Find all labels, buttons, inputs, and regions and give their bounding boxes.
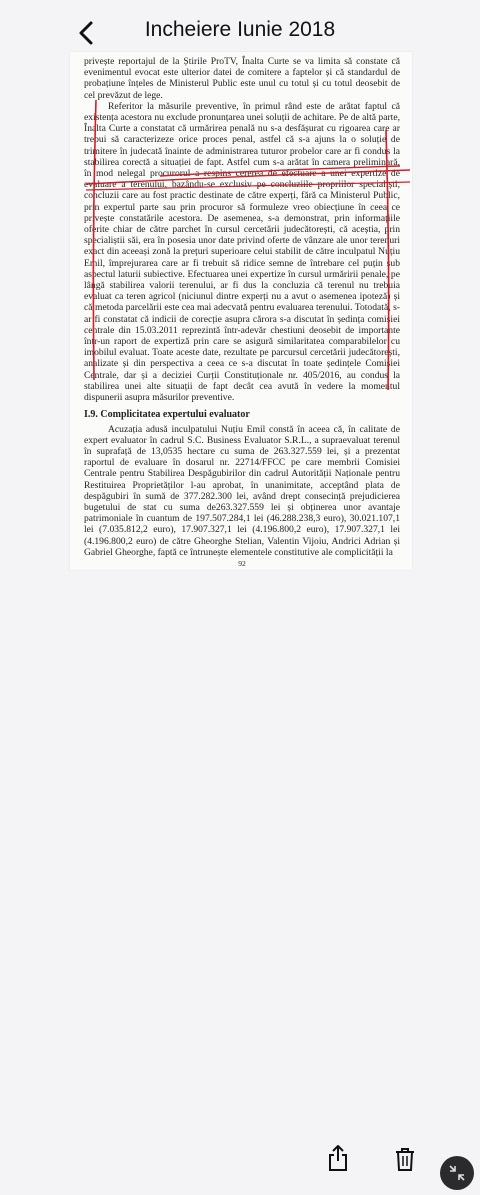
page-number: 92: [238, 558, 246, 568]
annotation-bracket-right: [386, 130, 389, 390]
collapse-button[interactable]: [440, 1156, 474, 1190]
share-icon[interactable]: [326, 1144, 350, 1172]
toolbar: [0, 574, 480, 600]
paragraph: Referitor la măsurile preventive, în primul rând este de arătat faptul că existența acestora nu exclude pronunțarea unei soluții de achitare. Pe de altă parte, Înalta Curte a constatat că urmărirea penală nu s-a desfășurat cu rigoarea care ar trebui să caracterizeze orice proces penal, astfel că s-a ajuns la o soluție de trimitere în judecată înainte de administrarea tuturor probelor care ar fi condus la stabilirea corectă a situației de fapt. Astfel cum s-a arătat în camera preliminară, în mod nelegal procurorul a respins cererea de efectuare a unei expertize de evaluare a terenului, bazându-se exclusiv pe concluziile propriilor specialiști, concluzii care au fost practic destinate de către experți, fără ca Ministerul Public, prin expertul parte sau prin procuror să formuleze vreo obiecțiune în ceea ce privește constatările acestora. De asemenea, s-a demonstrat, prin informațiile oferite chiar de către parchet în cursul cercetării judecătorești, că aceștia, prin specialiștii săi, era în posesia unor date privind oferte de vânzare ale unor terenuri exact din aceeași zonă la prețuri superioare celui stabilit de către inculpatul Nuțiu Emil, împrejurarea care ar fi trebuit să ridice semne de întrebare cel puțin sub aspectul laturii subiective. Efectuarea unei expertize în cursul urmăririi penale, pe lângă stabilirea valorii terenului, ar fi dus la concluzia că terenul nu trebuia evaluat ca teren agricol (niciunul dintre experți nu a avut o asemenea ipoteză) și că metoda parcelării este cea mai adecvată pentru evaluarea terenului. Totodată, s-ar fi constatat că indicii de corecție asupra cărora s-a discutat în ședința comisiei centrale din 15.03.2011 reprezintă într-adevăr chestiuni deosebit de importante într-un raport de expertiză prin care se asigură similaritatea comparabilelor cu imobilul evaluat. Toate aceste date, rezultate pe parcursul cercetării judecătorești, analizate și din perspectiva a ceea ce s-a discutat în toate ședințele Comisiei Centrale, dar și a deciziei Curții Constituționale nr. 405/2016, au condus la stabilirea unei alte situații de fapt decât cea avută în vedere la momentul dispunerii asupra măsurilor preventive.: [84, 100, 400, 404]
annotation-underline: [86, 182, 410, 190]
collapse-arrows-icon: [440, 1156, 474, 1190]
paragraph: Acuzația adusă inculpatului Nuțiu Emil constă în aceea că, în calitate de expert evaluator în cadrul S.C. Business Evaluator S.R.L., a supraevaluat terenul în suprafață de 13,0535 hectare cu suma de 263.327.559 lei, și a prezentat raportul de evaluare în dosarul nr. 22714/FFCC pe care membrii Comisiei Centrale pentru Stabilirea Despăgubirilor din cadrul Autorității Naționale pentru Restituirea Proprietăților l-au aprobat, în unanimitate, acceptând plata de despăgubiri în sumă de 377.282.300 lei, având drept consecință prejudicierea bugetului de stat cu suma de263.327.559 lei și obținerea unor avantaje patrimoniale în cuantum de 197.507.284,1 lei (46.288.238,3 euro), 30.021.107,1 lei (7.035.812,2 euro), 17.907.327,1 lei (4.196.800,2 euro), 17.907.327,1 lei (4.196.800,2 euro) de către Gheorghe Stelian, Valentin Vijoiu, Andrici Adrian și Gabriel Gheorghe, faptă ce întrunește elementele constitutive ale complicității la: [84, 423, 400, 558]
section-heading: I.9. Complicitatea expertului evaluator: [84, 409, 250, 421]
paragraph: privește reportajul de la Știrile ProTV, Înalta Curte se va limita să constate că evenimentul evocat este ulterior datei de comitere a faptelor și că standardul de probațiune înțeles de Ministerul Public este unul cu totul și cu totul deosebit de cel prevăzut de lege.: [84, 56, 400, 101]
annotation-bracket-left: [93, 100, 96, 380]
trash-icon[interactable]: [394, 1146, 416, 1172]
document-title: Incheiere Iunie 2018: [144, 18, 336, 41]
